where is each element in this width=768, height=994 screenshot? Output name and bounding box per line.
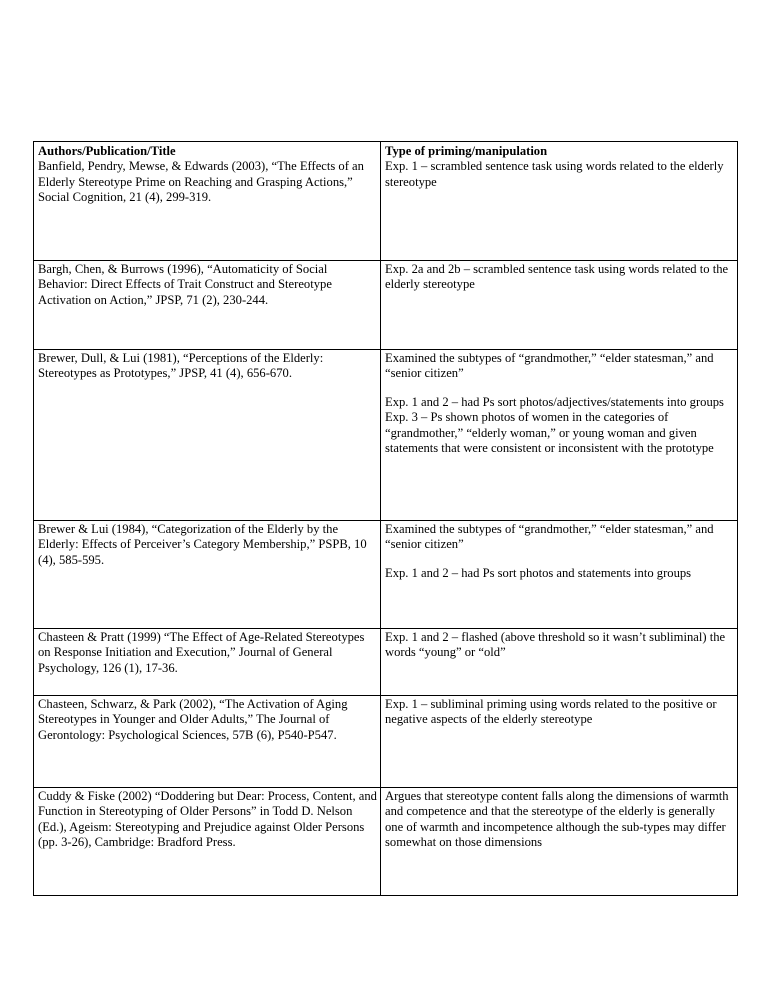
table-row (34, 520, 738, 628)
manipulation-cell: Argues that stereotype content falls along the dimensions of warmth and competence and that the stereotype of the elderly is generally one of warmth and incompetence although the sub-types may differ somewhat on those dimensions (381, 787, 738, 895)
manipulation-cell: Exp. 1 – scrambled sentence task using words related to the elderly stereotype (381, 159, 738, 260)
manipulation-cell: Exp. 1 – subliminal priming using words related to the positive or negative aspects of the elderly stereotype (381, 695, 738, 787)
header-manipulation: Type of priming/manipulation (381, 142, 738, 160)
citation-cell: Banfield, Pendry, Mewse, & Edwards (2003), “The Effects of an Elderly Stereotype Prime on Reaching and Grasping Actions,” Social Cognition, 21 (4), 299-319. (34, 159, 381, 260)
manipulation-cell: Exp. 1 and 2 – flashed (above threshold so it wasn’t subliminal) the words “young” or “old” (381, 628, 738, 695)
citation-cell: Brewer & Lui (1984), “Categorization of the Elderly by the Elderly: Effects of Perceiver’s Category Membership,” PSPB, 10 (4), 585-595. (34, 520, 381, 628)
table-row (34, 349, 738, 520)
citation-cell: Chasteen & Pratt (1999) “The Effect of Age-Related Stereotypes on Response Initiation and Execution,” Journal of General Psychology, 126 (1), 17-36. (34, 628, 381, 695)
citation-cell: Bargh, Chen, & Burrows (1996), “Automaticity of Social Behavior: Direct Effects of Trait Construct and Stereotype Activation on Action,” JPSP, 71 (2), 230-244. (34, 260, 381, 349)
manipulation-cell: Exp. 2a and 2b – scrambled sentence task using words related to the elderly stereotype (381, 260, 738, 349)
table-row (34, 787, 738, 895)
table-row (34, 159, 738, 260)
table-header-row (34, 142, 738, 160)
references-table (33, 141, 738, 896)
citation-cell: Brewer, Dull, & Lui (1981), “Perceptions of the Elderly: Stereotypes as Prototypes,” JPSP, 41 (4), 656-670. (34, 349, 381, 520)
citation-cell: Cuddy & Fiske (2002) “Doddering but Dear: Process, Content, and Function in Stereotyping of Older Persons” in Todd D. Nelson (Ed.), Ageism: Stereotyping and Prejudice against Older Persons (pp. 3-26), Cambridge: Bradford Press. (34, 787, 381, 895)
table-row (34, 695, 738, 787)
table-row (34, 628, 738, 695)
manipulation-cell: Examined the subtypes of “grandmother,” “elder statesman,” and “senior citizen” Exp. 1 and 2 – had Ps sort photos and statements into groups (381, 520, 738, 628)
header-authors: Authors/Publication/Title (34, 142, 381, 160)
table-row (34, 260, 738, 349)
citation-cell: Chasteen, Schwarz, & Park (2002), “The Activation of Aging Stereotypes in Younger and Older Adults,” The Journal of Gerontology: Psychological Sciences, 57B (6), P540-P547. (34, 695, 381, 787)
manipulation-cell: Examined the subtypes of “grandmother,” “elder statesman,” and “senior citizen” Exp. 1 and 2 – had Ps sort photos/adjectives/statements into groups Exp. 3 – Ps shown photos of women in the categories of “grandmother,” “elderly woman,” or young woman and given statements that were consistent or inconsistent with the prototype (381, 349, 738, 520)
